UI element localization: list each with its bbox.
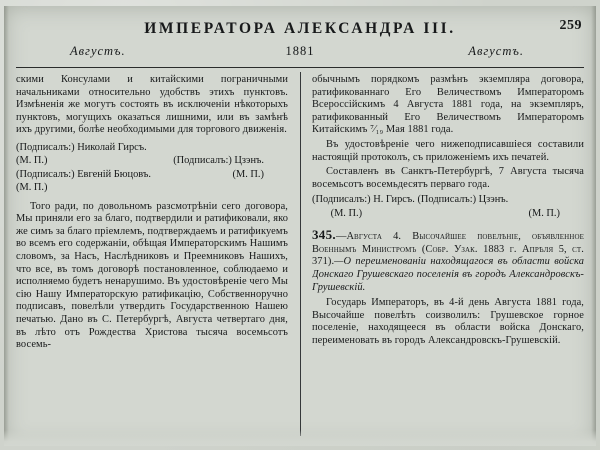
running-head-month-left: Августъ. [70,44,126,58]
page-header [4,6,596,38]
seal-mark-left-1: (М. П.) [16,155,48,167]
law-entry-345 [312,229,584,347]
signature-butzov: (Подписалъ:) Евгеній Бюцовъ. [16,168,151,180]
left-paragraph-1: скими Консулами и китайскими пограничными начальниками относительно удобствъ этихъ пунктовъ. Измѣненія же могутъ состоять въ исключеніи нѣкоторыхъ пунктовъ, могущихъ оказаться лишними, или въ замѣнѣ ихъ другими, болѣе необходимыми для торгового движенія. [16,74,288,136]
running-head-month-right: Августъ. [468,44,524,58]
signature-line-3 [16,168,288,181]
running-head-year: 1881 [285,44,315,58]
page-number: 259 [559,18,582,33]
seal-mark-left-2: (М. П.) [16,182,48,194]
page-edge-shadow-right [591,6,596,446]
column-area [16,74,584,436]
law-subject-text: —О переименованіи находящагося въ области войска Донскаго Грушевскаго поселенія въ городъ Александровскъ-Грушевскій. [312,256,584,293]
signature-line-4 [16,181,288,194]
column-divider-rule [300,72,301,436]
header-divider-rule [16,67,584,68]
document-page [4,6,596,446]
signature-line-2 [16,154,288,167]
signature-line-1 [16,141,288,154]
protocol-seal-line [312,207,584,220]
signature-giers: (Подписалъ:) Николай Гирсъ. [16,141,147,153]
right-paragraph-2: Въ удостовѣреніе чего нижеподписавшіеся составили настоящій протоколъ, съ приложеніемъ ихъ печатей. [312,138,584,163]
protocol-seal-right: (М. П.) [528,207,560,219]
left-paragraph-2: Того ради, по довольномъ разсмотрѣніи сего договора, Мы приняли его за благо, подтвердили и ратификовали, яко же симъ за благо пріемлемъ, подтверждаемъ и ратификуемъ во всемъ его содержаніи, обѣщая Императорскимъ Нашимъ словомъ, за Насъ, Наслѣдниковъ и Преемниковъ Нашихъ, что все, въ томъ договорѣ постановленное, соблюдаемо и исполняемо будетъ ненарушимо. Въ удостовѣреніе чего Мы сію Нашу Императорскую ратификацію, Собственноручно подписавъ, повелѣли утвердить Государственною Нашею печатью. Дано въ С. Петербургѣ, Августа четвертаго дня, въ лѣто отъ Рождества Христова тысяча восемьсотъ восемь- [16,200,288,351]
right-paragraph-1: обычнымъ порядкомъ размѣнъ экземпляра договора, ратификованнаго Его Величествомъ Императоромъ Всероссійскимъ 4 Августа 1881 года, на экземпляръ, ратификованный Его Величествомъ Императоромъ Китайскимъ ⁷⁄₁₉ Мая 1881 года. [312,74,584,136]
signature-block-1 [16,141,288,195]
law-number: 345. [312,227,336,243]
signature-zeng: (Подписалъ:) Цзэнъ. [173,155,264,167]
page-bottom-fade [4,430,596,446]
page-title: ИМПЕРАТОРА АЛЕКСАНДРА III. [144,20,456,37]
left-column [16,74,288,436]
protocol-signature-line [312,193,584,206]
seal-mark-right-1: (М. П.) [232,168,264,180]
law-body-text: Государь Императоръ, въ 4-й день Августа 1881 года, Высочайше повелѣть соизволилъ: Грушевское горное поселеніе, находящееся въ области войска Донскаго, переименовать въ городъ Александровскъ-Грушевскій. [312,297,584,346]
right-paragraph-3: Составленъ въ Санктъ-Петербургѣ, 7 Августа тысяча восемьсотъ восемьдесятъ перваго года. [312,166,584,190]
protocol-seal-left: (М. П.) [330,207,363,219]
law-entry-heading [312,229,584,294]
law-heading-text: —Августа 4. Высочайшее повелѣніе, объявленное Военнымъ Министромъ (Собр. Узак. 1883 г. Апрѣля 5, ст. 371). [312,231,584,268]
page-edge-shadow-left [4,6,9,446]
protocol-signatures: (Подписалъ:) Н. Гирсъ. (Подписалъ:) Цзэнъ. [312,194,509,206]
right-column [312,74,584,436]
running-head [4,44,596,60]
